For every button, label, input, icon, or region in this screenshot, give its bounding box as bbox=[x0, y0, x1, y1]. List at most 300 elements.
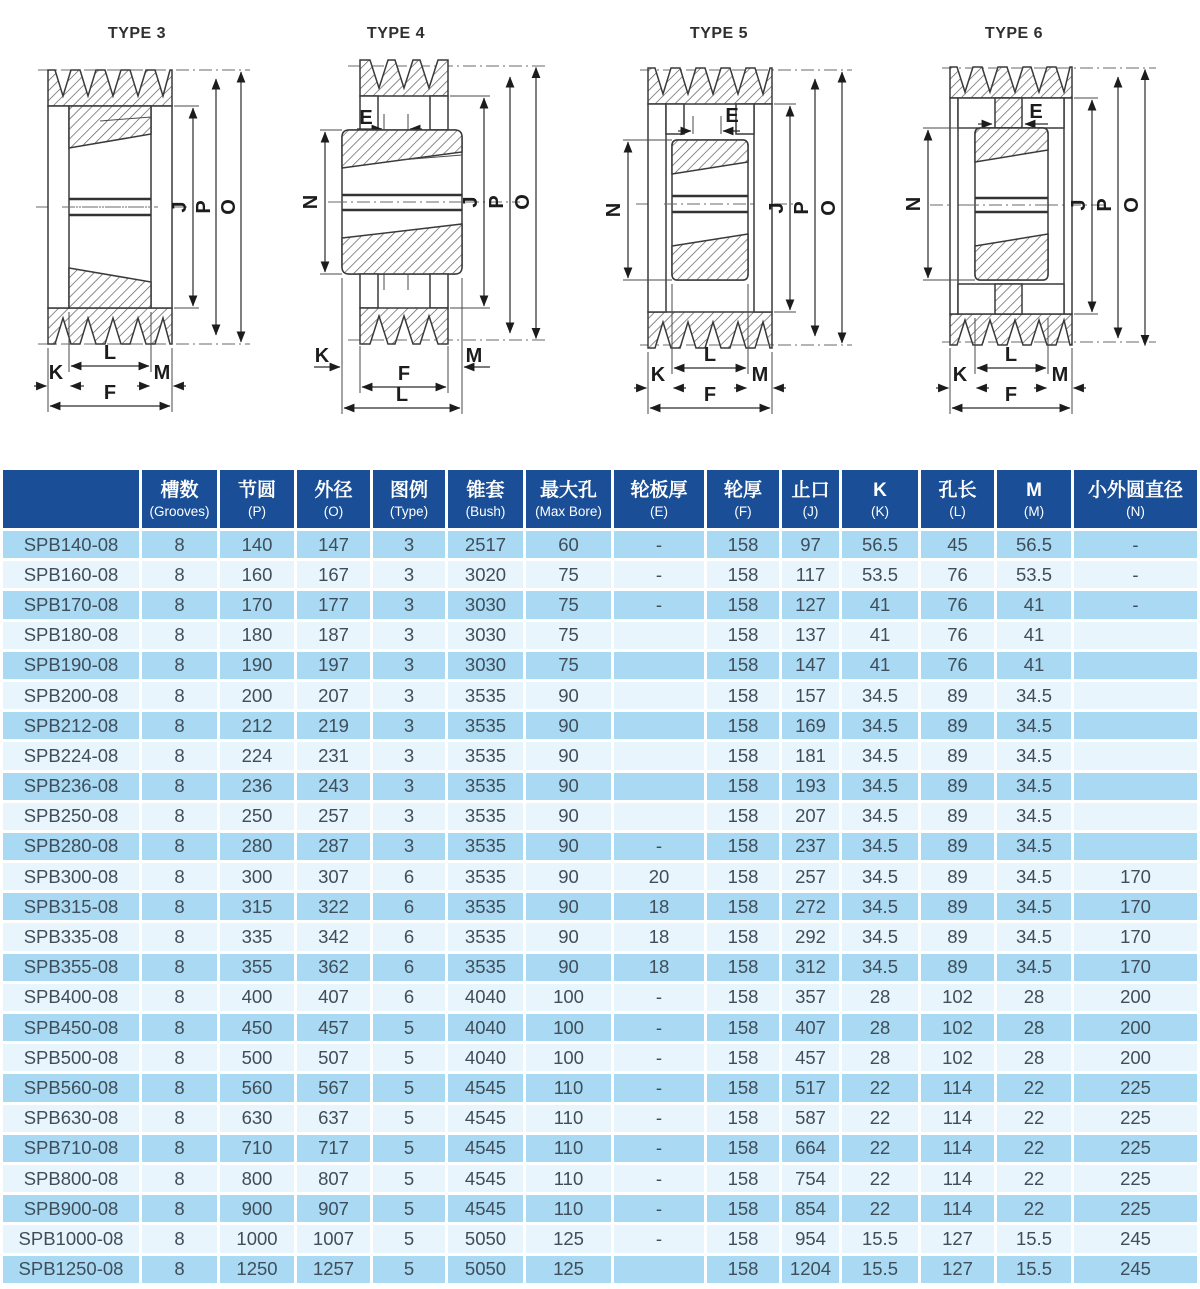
table-row bbox=[3, 863, 1197, 890]
value-cell: 34.5 bbox=[842, 923, 918, 950]
value-cell: 158 bbox=[707, 561, 779, 588]
dim-label-J: J bbox=[460, 196, 482, 208]
value-cell: 3535 bbox=[448, 742, 523, 769]
value-cell bbox=[1074, 682, 1197, 709]
value-cell: 225 bbox=[1074, 1195, 1197, 1222]
value-cell: 3 bbox=[373, 622, 445, 649]
model-cell: SPB236-08 bbox=[3, 773, 139, 800]
value-cell: 5 bbox=[373, 1195, 445, 1222]
value-cell: 292 bbox=[782, 923, 839, 950]
value-cell: 158 bbox=[707, 863, 779, 890]
value-cell: 34.5 bbox=[997, 923, 1071, 950]
value-cell: 22 bbox=[997, 1105, 1071, 1132]
value-cell: 137 bbox=[782, 622, 839, 649]
model-cell: SPB335-08 bbox=[3, 923, 139, 950]
value-cell: 407 bbox=[782, 1014, 839, 1041]
value-cell: 664 bbox=[782, 1135, 839, 1162]
dim-label-L: L bbox=[395, 384, 409, 406]
value-cell: 22 bbox=[997, 1195, 1071, 1222]
value-cell: 8 bbox=[142, 1014, 217, 1041]
value-cell: 1000 bbox=[220, 1225, 294, 1252]
value-cell: 28 bbox=[997, 1044, 1071, 1071]
value-cell: 224 bbox=[220, 742, 294, 769]
column-header: 轮厚 (F) bbox=[707, 470, 779, 528]
value-cell: 76 bbox=[921, 622, 994, 649]
value-cell: - bbox=[614, 1195, 704, 1222]
value-cell: 75 bbox=[526, 591, 611, 618]
value-cell: 4545 bbox=[448, 1135, 523, 1162]
value-cell: 28 bbox=[842, 1014, 918, 1041]
value-cell: 200 bbox=[1074, 984, 1197, 1011]
value-cell: 117 bbox=[782, 561, 839, 588]
table-row bbox=[3, 561, 1197, 588]
model-cell: SPB800-08 bbox=[3, 1165, 139, 1192]
value-cell: 157 bbox=[782, 682, 839, 709]
value-cell: 8 bbox=[142, 1044, 217, 1071]
value-cell: 76 bbox=[921, 591, 994, 618]
value-cell: 41 bbox=[842, 622, 918, 649]
value-cell: 315 bbox=[220, 893, 294, 920]
column-header: 轮板厚 (E) bbox=[614, 470, 704, 528]
type4-diagram bbox=[300, 0, 600, 467]
value-cell: 34.5 bbox=[997, 954, 1071, 981]
diagram-title: TYPE 3 bbox=[107, 25, 167, 42]
value-cell: 5 bbox=[373, 1135, 445, 1162]
value-cell: 53.5 bbox=[842, 561, 918, 588]
model-cell: SPB900-08 bbox=[3, 1195, 139, 1222]
table-row bbox=[3, 1105, 1197, 1132]
value-cell: - bbox=[1074, 561, 1197, 588]
value-cell: 158 bbox=[707, 954, 779, 981]
value-cell: 225 bbox=[1074, 1135, 1197, 1162]
value-cell: 8 bbox=[142, 984, 217, 1011]
value-cell: 158 bbox=[707, 682, 779, 709]
value-cell: 190 bbox=[220, 652, 294, 679]
value-cell bbox=[1074, 712, 1197, 739]
value-cell: 160 bbox=[220, 561, 294, 588]
value-cell: 22 bbox=[997, 1135, 1071, 1162]
dim-label-K: K bbox=[952, 364, 968, 386]
value-cell: 567 bbox=[297, 1074, 370, 1101]
value-cell: 89 bbox=[921, 893, 994, 920]
value-cell: 56.5 bbox=[997, 531, 1071, 558]
value-cell: 212 bbox=[220, 712, 294, 739]
value-cell: 140 bbox=[220, 531, 294, 558]
dim-label-K: K bbox=[48, 362, 64, 384]
value-cell: 187 bbox=[297, 622, 370, 649]
value-cell: 89 bbox=[921, 712, 994, 739]
value-cell: 169 bbox=[782, 712, 839, 739]
dim-label-O: O bbox=[1121, 197, 1143, 213]
value-cell: 237 bbox=[782, 833, 839, 860]
dim-label-L: L bbox=[703, 344, 717, 366]
value-cell: - bbox=[614, 1225, 704, 1252]
value-cell: 630 bbox=[220, 1105, 294, 1132]
value-cell: 114 bbox=[921, 1105, 994, 1132]
value-cell: 335 bbox=[220, 923, 294, 950]
value-cell: 3535 bbox=[448, 893, 523, 920]
value-cell: 100 bbox=[526, 1044, 611, 1071]
value-cell: 127 bbox=[921, 1256, 994, 1283]
value-cell: 102 bbox=[921, 1014, 994, 1041]
value-cell: - bbox=[1074, 591, 1197, 618]
value-cell: 89 bbox=[921, 863, 994, 890]
value-cell bbox=[614, 712, 704, 739]
value-cell: 34.5 bbox=[842, 682, 918, 709]
column-header: 外径 (O) bbox=[297, 470, 370, 528]
column-header: 止口 (J) bbox=[782, 470, 839, 528]
value-cell: 245 bbox=[1074, 1225, 1197, 1252]
value-cell: 158 bbox=[707, 1195, 779, 1222]
value-cell: 34.5 bbox=[997, 893, 1071, 920]
value-cell: 28 bbox=[842, 984, 918, 1011]
value-cell: 56.5 bbox=[842, 531, 918, 558]
value-cell: 245 bbox=[1074, 1256, 1197, 1283]
table-row bbox=[3, 773, 1197, 800]
value-cell: 517 bbox=[782, 1074, 839, 1101]
model-cell: SPB400-08 bbox=[3, 984, 139, 1011]
dim-label-N: N bbox=[603, 202, 625, 218]
value-cell: 8 bbox=[142, 863, 217, 890]
table-row bbox=[3, 893, 1197, 920]
value-cell: 158 bbox=[707, 1014, 779, 1041]
column-header: 图例 (Type) bbox=[373, 470, 445, 528]
dim-label-P: P bbox=[193, 200, 215, 214]
value-cell: 34.5 bbox=[842, 833, 918, 860]
dim-label-K: K bbox=[314, 345, 330, 367]
value-cell: 34.5 bbox=[842, 803, 918, 830]
value-cell: 90 bbox=[526, 803, 611, 830]
value-cell: 1250 bbox=[220, 1256, 294, 1283]
value-cell: 200 bbox=[1074, 1014, 1197, 1041]
value-cell: 158 bbox=[707, 1225, 779, 1252]
value-cell: 6 bbox=[373, 954, 445, 981]
model-cell: SPB140-08 bbox=[3, 531, 139, 558]
dim-label-E: E bbox=[725, 105, 739, 127]
value-cell: 34.5 bbox=[997, 833, 1071, 860]
value-cell: 4545 bbox=[448, 1105, 523, 1132]
value-cell: 954 bbox=[782, 1225, 839, 1252]
value-cell: 170 bbox=[1074, 923, 1197, 950]
dim-label-M: M bbox=[751, 364, 769, 386]
value-cell: 41 bbox=[842, 591, 918, 618]
value-cell: 125 bbox=[526, 1256, 611, 1283]
value-cell: - bbox=[614, 833, 704, 860]
value-cell bbox=[1074, 773, 1197, 800]
value-cell: 18 bbox=[614, 923, 704, 950]
value-cell: 8 bbox=[142, 742, 217, 769]
dim-label-E: E bbox=[1029, 101, 1043, 123]
value-cell: 6 bbox=[373, 893, 445, 920]
value-cell: 236 bbox=[220, 773, 294, 800]
value-cell: 18 bbox=[614, 954, 704, 981]
value-cell: 170 bbox=[220, 591, 294, 618]
dim-label-K: K bbox=[650, 364, 666, 386]
value-cell: 158 bbox=[707, 591, 779, 618]
table-row bbox=[3, 531, 1197, 558]
value-cell: 3 bbox=[373, 652, 445, 679]
value-cell: 34.5 bbox=[997, 742, 1071, 769]
column-header: 小外圆直径 (N) bbox=[1074, 470, 1197, 528]
value-cell: 8 bbox=[142, 712, 217, 739]
value-cell: 900 bbox=[220, 1195, 294, 1222]
value-cell: 34.5 bbox=[842, 773, 918, 800]
value-cell: 231 bbox=[297, 742, 370, 769]
table-row bbox=[3, 833, 1197, 860]
model-cell: SPB160-08 bbox=[3, 561, 139, 588]
value-cell: 97 bbox=[782, 531, 839, 558]
diagrams-section bbox=[0, 0, 1200, 467]
value-cell: 89 bbox=[921, 682, 994, 709]
value-cell bbox=[614, 773, 704, 800]
value-cell: 34.5 bbox=[997, 773, 1071, 800]
value-cell: - bbox=[614, 984, 704, 1011]
value-cell: 225 bbox=[1074, 1165, 1197, 1192]
table-row bbox=[3, 1165, 1197, 1192]
model-cell: SPB300-08 bbox=[3, 863, 139, 890]
value-cell: 89 bbox=[921, 773, 994, 800]
value-cell: - bbox=[614, 1014, 704, 1041]
value-cell: 75 bbox=[526, 561, 611, 588]
table-row bbox=[3, 652, 1197, 679]
table-row bbox=[3, 803, 1197, 830]
value-cell: 307 bbox=[297, 863, 370, 890]
model-cell: SPB200-08 bbox=[3, 682, 139, 709]
value-cell: 3535 bbox=[448, 923, 523, 950]
value-cell: - bbox=[614, 561, 704, 588]
dim-label-F: F bbox=[703, 384, 717, 406]
value-cell: - bbox=[1074, 531, 1197, 558]
value-cell: 89 bbox=[921, 954, 994, 981]
value-cell: 158 bbox=[707, 1135, 779, 1162]
table-row bbox=[3, 712, 1197, 739]
value-cell: 1007 bbox=[297, 1225, 370, 1252]
value-cell: 76 bbox=[921, 652, 994, 679]
value-cell: 22 bbox=[842, 1165, 918, 1192]
value-cell: 158 bbox=[707, 1074, 779, 1101]
table-row bbox=[3, 1074, 1197, 1101]
value-cell bbox=[1074, 803, 1197, 830]
value-cell: 180 bbox=[220, 622, 294, 649]
value-cell: 312 bbox=[782, 954, 839, 981]
dim-label-M: M bbox=[153, 362, 171, 384]
value-cell bbox=[1074, 833, 1197, 860]
dim-label-F: F bbox=[397, 363, 411, 385]
dim-label-J: J bbox=[1068, 199, 1090, 211]
value-cell: - bbox=[614, 1105, 704, 1132]
value-cell: 807 bbox=[297, 1165, 370, 1192]
value-cell: 8 bbox=[142, 652, 217, 679]
dim-label-N: N bbox=[903, 196, 925, 212]
value-cell: 90 bbox=[526, 773, 611, 800]
value-cell: 110 bbox=[526, 1135, 611, 1162]
value-cell: 34.5 bbox=[842, 954, 918, 981]
value-cell: 76 bbox=[921, 561, 994, 588]
column-header: 节圆 (P) bbox=[220, 470, 294, 528]
value-cell: 110 bbox=[526, 1105, 611, 1132]
value-cell: 507 bbox=[297, 1044, 370, 1071]
type3-drawing bbox=[0, 0, 300, 460]
value-cell: 8 bbox=[142, 591, 217, 618]
value-cell: 8 bbox=[142, 833, 217, 860]
value-cell: 3 bbox=[373, 682, 445, 709]
value-cell: 41 bbox=[997, 652, 1071, 679]
value-cell: 114 bbox=[921, 1165, 994, 1192]
value-cell: 8 bbox=[142, 1195, 217, 1222]
value-cell: 3 bbox=[373, 742, 445, 769]
dim-label-O: O bbox=[218, 199, 240, 215]
value-cell bbox=[1074, 742, 1197, 769]
value-cell: 300 bbox=[220, 863, 294, 890]
value-cell: 200 bbox=[220, 682, 294, 709]
column-header-empty bbox=[3, 470, 139, 528]
dim-label-O: O bbox=[512, 194, 534, 210]
value-cell: 158 bbox=[707, 923, 779, 950]
value-cell: 754 bbox=[782, 1165, 839, 1192]
model-cell: SPB280-08 bbox=[3, 833, 139, 860]
value-cell: 158 bbox=[707, 1165, 779, 1192]
type4-drawing bbox=[300, 0, 600, 460]
table-row bbox=[3, 1044, 1197, 1071]
value-cell: 34.5 bbox=[842, 893, 918, 920]
value-cell: 170 bbox=[1074, 863, 1197, 890]
value-cell: 177 bbox=[297, 591, 370, 618]
value-cell bbox=[614, 803, 704, 830]
value-cell: 207 bbox=[297, 682, 370, 709]
value-cell: 8 bbox=[142, 1165, 217, 1192]
value-cell: 90 bbox=[526, 893, 611, 920]
value-cell: 15.5 bbox=[997, 1256, 1071, 1283]
value-cell bbox=[614, 622, 704, 649]
value-cell: 4040 bbox=[448, 1044, 523, 1071]
type5-drawing bbox=[600, 0, 900, 460]
model-cell: SPB710-08 bbox=[3, 1135, 139, 1162]
column-header: M (M) bbox=[997, 470, 1071, 528]
value-cell: 22 bbox=[842, 1195, 918, 1222]
value-cell: 193 bbox=[782, 773, 839, 800]
table-head bbox=[3, 470, 1197, 528]
value-cell: 127 bbox=[921, 1225, 994, 1252]
value-cell: 3 bbox=[373, 833, 445, 860]
value-cell: 500 bbox=[220, 1044, 294, 1071]
value-cell: 158 bbox=[707, 712, 779, 739]
value-cell: 181 bbox=[782, 742, 839, 769]
value-cell: 3535 bbox=[448, 833, 523, 860]
value-cell: 8 bbox=[142, 923, 217, 950]
type5-diagram bbox=[600, 0, 900, 467]
value-cell bbox=[614, 742, 704, 769]
value-cell: 158 bbox=[707, 984, 779, 1011]
table-row bbox=[3, 923, 1197, 950]
value-cell: 53.5 bbox=[997, 561, 1071, 588]
value-cell: 3 bbox=[373, 561, 445, 588]
value-cell: 127 bbox=[782, 591, 839, 618]
value-cell: 207 bbox=[782, 803, 839, 830]
value-cell: 8 bbox=[142, 622, 217, 649]
value-cell: 90 bbox=[526, 833, 611, 860]
dim-label-M: M bbox=[465, 345, 483, 367]
dim-label-F: F bbox=[103, 382, 117, 404]
value-cell: 158 bbox=[707, 833, 779, 860]
value-cell: 8 bbox=[142, 1225, 217, 1252]
value-cell: - bbox=[614, 1135, 704, 1162]
value-cell: 147 bbox=[782, 652, 839, 679]
value-cell: 3030 bbox=[448, 652, 523, 679]
model-cell: SPB212-08 bbox=[3, 712, 139, 739]
value-cell: 257 bbox=[297, 803, 370, 830]
type6-diagram bbox=[900, 0, 1200, 467]
dim-label-P: P bbox=[791, 201, 813, 215]
value-cell: 225 bbox=[1074, 1074, 1197, 1101]
value-cell: 2517 bbox=[448, 531, 523, 558]
value-cell: 34.5 bbox=[842, 863, 918, 890]
value-cell: 4040 bbox=[448, 984, 523, 1011]
value-cell: 110 bbox=[526, 1195, 611, 1222]
value-cell: 114 bbox=[921, 1135, 994, 1162]
value-cell: 717 bbox=[297, 1135, 370, 1162]
value-cell: 219 bbox=[297, 712, 370, 739]
value-cell: 8 bbox=[142, 531, 217, 558]
value-cell: 637 bbox=[297, 1105, 370, 1132]
model-cell: SPB224-08 bbox=[3, 742, 139, 769]
dim-label-J: J bbox=[766, 202, 788, 214]
model-cell: SPB170-08 bbox=[3, 591, 139, 618]
value-cell: 3 bbox=[373, 712, 445, 739]
value-cell: 5 bbox=[373, 1044, 445, 1071]
value-cell: 15.5 bbox=[842, 1225, 918, 1252]
value-cell: 287 bbox=[297, 833, 370, 860]
value-cell: 362 bbox=[297, 954, 370, 981]
value-cell: 22 bbox=[842, 1074, 918, 1101]
value-cell: 34.5 bbox=[842, 712, 918, 739]
value-cell: 102 bbox=[921, 1044, 994, 1071]
value-cell: 90 bbox=[526, 712, 611, 739]
value-cell: - bbox=[614, 531, 704, 558]
value-cell: 8 bbox=[142, 803, 217, 830]
column-header: 槽数 (Grooves) bbox=[142, 470, 217, 528]
type3-diagram bbox=[0, 0, 300, 467]
dim-label-L: L bbox=[1004, 344, 1018, 366]
value-cell: 158 bbox=[707, 1105, 779, 1132]
value-cell: 8 bbox=[142, 1074, 217, 1101]
value-cell: 3535 bbox=[448, 682, 523, 709]
dim-label-P: P bbox=[1094, 198, 1116, 212]
model-cell: SPB500-08 bbox=[3, 1044, 139, 1071]
value-cell: 197 bbox=[297, 652, 370, 679]
value-cell: 5 bbox=[373, 1014, 445, 1041]
value-cell bbox=[614, 652, 704, 679]
value-cell: 167 bbox=[297, 561, 370, 588]
value-cell: 8 bbox=[142, 954, 217, 981]
value-cell: 250 bbox=[220, 803, 294, 830]
value-cell: 5 bbox=[373, 1165, 445, 1192]
column-header: 锥套 (Bush) bbox=[448, 470, 523, 528]
value-cell: 158 bbox=[707, 742, 779, 769]
value-cell: - bbox=[614, 1074, 704, 1101]
value-cell: 28 bbox=[997, 984, 1071, 1011]
value-cell: 3 bbox=[373, 531, 445, 558]
value-cell: 89 bbox=[921, 833, 994, 860]
value-cell: 8 bbox=[142, 1105, 217, 1132]
value-cell: 280 bbox=[220, 833, 294, 860]
value-cell: 110 bbox=[526, 1074, 611, 1101]
value-cell: 15.5 bbox=[997, 1225, 1071, 1252]
value-cell: 5 bbox=[373, 1225, 445, 1252]
value-cell: 3030 bbox=[448, 622, 523, 649]
model-cell: SPB355-08 bbox=[3, 954, 139, 981]
value-cell: 90 bbox=[526, 923, 611, 950]
value-cell: 587 bbox=[782, 1105, 839, 1132]
